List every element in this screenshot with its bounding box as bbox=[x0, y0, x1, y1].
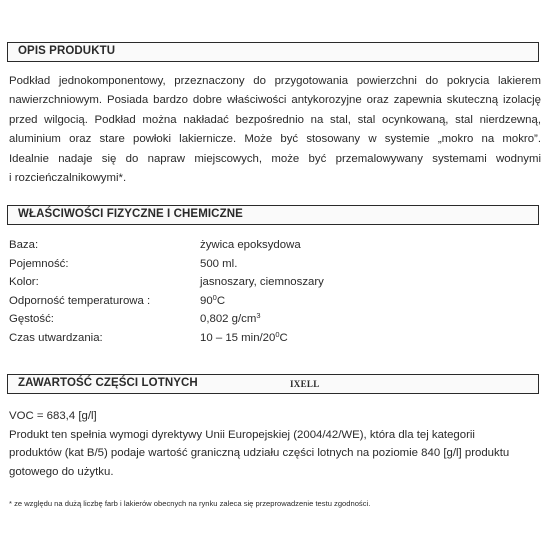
voc-line: VOC = 683,4 [g/l] bbox=[9, 410, 97, 422]
voc-section-header bbox=[7, 374, 539, 394]
voc-line: produktów (kat B/5) podaje wartość graniczną udziału części lotnych na poziomie 840 [g/l] produktu bbox=[9, 447, 510, 459]
property-value bbox=[200, 332, 288, 344]
property-row bbox=[9, 332, 529, 351]
property-value-superscript: 0 bbox=[275, 330, 280, 339]
voc-paragraph bbox=[9, 407, 541, 481]
property-value bbox=[200, 313, 261, 325]
property-value-text: 90 bbox=[200, 294, 213, 307]
description-line: i rozcieńczalnikowymi*. bbox=[9, 172, 127, 185]
property-value-text: żywica epoksydowa bbox=[200, 239, 301, 251]
voc-heading: ZAWARTOŚĆ CZĘŚCI LOTNYCH bbox=[18, 377, 198, 389]
property-value-superscript: 3 bbox=[256, 311, 261, 321]
voc-line: Produkt ten spełnia wymogi dyrektywy Unii Europejskiej (2004/42/WE), która dla tej kategorii bbox=[9, 428, 475, 441]
description-line: nawierzchniowym. Posiada bardzo dobre właściwości antykorozyjne oraz zapewnia skuteczną izolację bbox=[9, 94, 541, 107]
property-value bbox=[200, 258, 237, 270]
property-value-text: 500 ml. bbox=[200, 257, 238, 270]
property-label: Kolor: bbox=[9, 276, 39, 289]
property-label: Baza: bbox=[9, 239, 39, 251]
description-line: Idealnie nadaje się do napraw miejscowych, może być przemalowywany systemami wodnymi bbox=[9, 152, 541, 165]
property-row bbox=[9, 239, 529, 258]
property-value-unit: C bbox=[216, 294, 226, 307]
property-label: Czas utwardzania: bbox=[9, 332, 103, 344]
description-section-header bbox=[7, 42, 539, 62]
property-label: Gęstość: bbox=[9, 313, 54, 326]
properties-heading: WŁAŚCIWOŚCI FIZYCZNE I CHEMICZNE bbox=[18, 208, 243, 220]
voc-line: gotowego do użytku. bbox=[9, 465, 114, 478]
property-value-text: jasnoszary, ciemnoszary bbox=[200, 276, 324, 289]
property-value-unit: C bbox=[279, 332, 288, 344]
property-value bbox=[200, 292, 226, 307]
property-value-text: 0,802 g/cm bbox=[200, 313, 257, 326]
property-value-superscript: 0 bbox=[212, 292, 217, 302]
footnote: * ze względu na dużą liczbę farb i lakierów obecnych na rynku zaleca się przeprowadzenie testu zgodności. bbox=[9, 499, 371, 508]
description-line: aluminium oraz stare powłoki lakiernicze. Może być stosowany w systemie „mokro na mokro”. bbox=[9, 133, 541, 146]
brand-name: IXELL bbox=[290, 379, 320, 389]
properties-section-header bbox=[7, 205, 539, 225]
description-heading: OPIS PRODUKTU bbox=[18, 45, 116, 57]
property-row bbox=[9, 258, 529, 277]
property-value-text: 10 – 15 min/20 bbox=[200, 332, 276, 344]
description-paragraph bbox=[9, 72, 541, 188]
property-row bbox=[9, 276, 529, 295]
description-line: Podkład jednokomponentowy, przeznaczony do przygotowania powierzchni do pokrycia lakierem bbox=[9, 75, 541, 87]
property-row bbox=[9, 313, 529, 332]
property-value bbox=[200, 239, 301, 251]
property-value bbox=[200, 276, 324, 288]
property-label: Pojemność: bbox=[9, 257, 69, 270]
property-label: Odporność temperaturowa : bbox=[9, 294, 151, 307]
property-row bbox=[9, 292, 529, 314]
description-line: przed wilgocią. Podkład można nakładać bezpośrednio na stal, stal ocynkowaną, stal nierdzewną, bbox=[9, 113, 541, 126]
